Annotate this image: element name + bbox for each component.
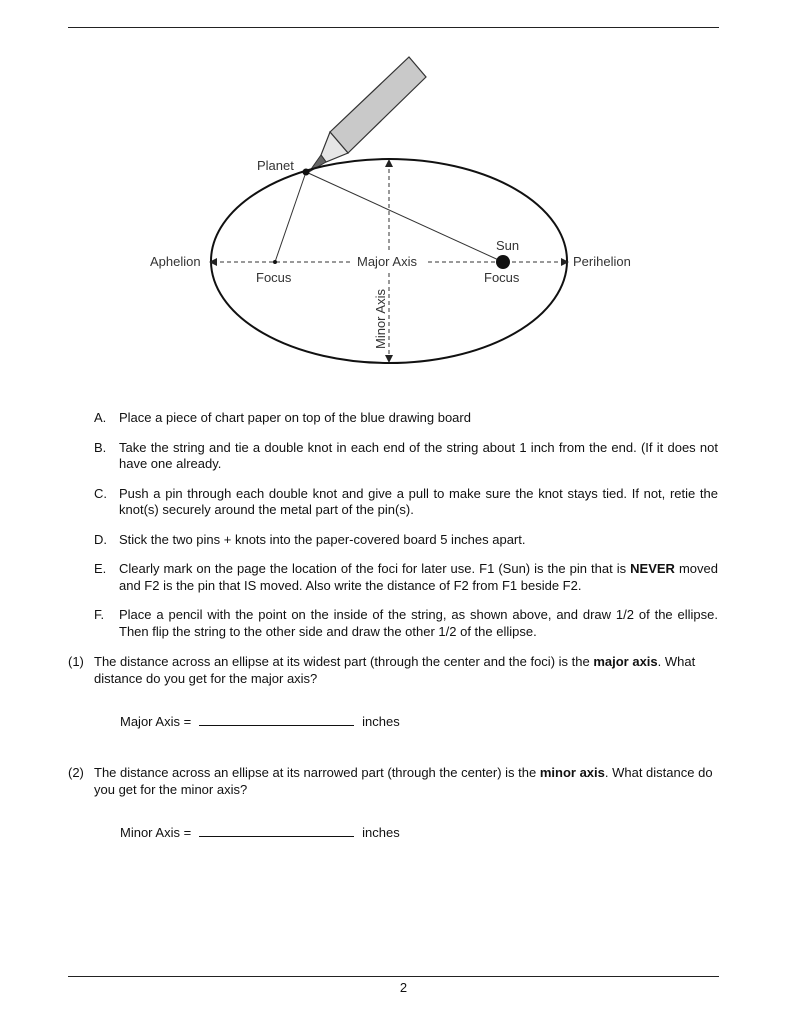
pencil-icon [309,57,426,172]
step-text: Push a pin through each double knot and give a pull to make sure the knot stays tied. If not, retie the knot(s) securely around the metal part of the pin(s). [119,485,718,517]
major-axis-term: major axis [593,654,658,669]
left-focus-dot [273,260,277,264]
answer-unit: inches [362,825,400,840]
question-number: (1) [68,654,84,669]
major-axis-answer [120,713,400,729]
planet-label: Planet [257,158,294,173]
sun-label: Sun [496,238,520,253]
never-emphasis: NEVER [630,561,675,576]
perihelion-label: Perihelion [573,254,631,269]
string-to-sun [306,172,503,262]
string-to-left-focus [275,172,306,262]
minor-axis-blank[interactable] [199,824,354,837]
question-text: The distance across an ellipse at its widest part (through the center and the foci) is the major axis. What distance do you get for the major axis? [94,654,696,686]
step-label: C. [94,485,107,501]
step-e [94,561,718,594]
aphelion-label: Aphelion [150,254,201,269]
question-number: (2) [68,765,84,780]
major-axis-blank[interactable] [199,713,354,726]
answer-label: Major Axis = [120,714,192,729]
step-a [94,410,718,427]
major-axis-label: Major Axis [357,254,417,269]
minor-axis-label: Minor Axis [373,289,388,349]
question-1 [68,654,718,687]
step-text: Take the string and tie a double knot in each end of the string about 1 inch from the end. (If it does not have one already. [119,439,718,471]
planet-dot [303,169,310,176]
step-text: Place a pencil with the point on the inside of the string, as shown above, and draw 1/2 of the ellipse. Then flip the string to the other side and draw the other 1/2 of the ellipse. [119,607,718,639]
step-text: Stick the two pins + knots into the paper-covered board 5 inches apart. [119,531,526,547]
step-f [94,607,718,640]
step-b [94,440,718,473]
step-label: F. [94,607,105,622]
bottom-rule [68,976,719,977]
step-text: Clearly mark on the page the location of the foci for later use. F1 (Sun) is the pin that is NEVER moved and F2 is the pin that IS moved. Also write the distance of F2 from F1 beside F2. [119,561,718,593]
step-label: D. [94,531,107,547]
step-label: B. [94,439,107,455]
step-label: E. [94,561,107,576]
minor-axis-answer [120,824,400,840]
step-label: A. [94,410,107,425]
left-focus-label: Focus [256,270,292,285]
step-text: Place a piece of chart paper on top of the blue drawing board [119,410,471,425]
procedure-steps [94,410,718,653]
ellipse-diagram [0,0,807,400]
right-focus-label: Focus [484,270,520,285]
step-c [94,486,718,519]
minor-axis-term: minor axis [539,765,605,780]
answer-label: Minor Axis = [120,825,192,840]
question-text: The distance across an ellipse at its narrowed part (through the center) is the minor axis. What distance do you get for the minor axis? [94,765,713,797]
answer-unit: inches [362,714,400,729]
page-number: 2 [399,980,408,995]
question-2 [68,765,718,798]
step-d [94,532,718,549]
sun-dot [496,255,510,269]
